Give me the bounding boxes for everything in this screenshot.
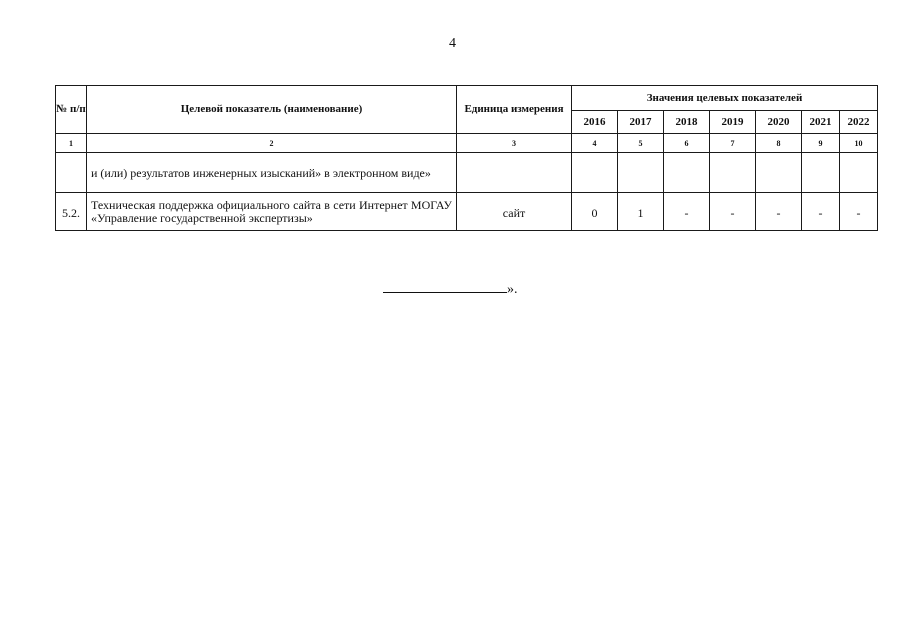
signature-underline <box>383 280 507 293</box>
page-number: 4 <box>449 36 456 51</box>
column-index: 1 <box>56 134 87 153</box>
column-index: 5 <box>618 134 664 153</box>
row-value-2019 <box>710 153 756 193</box>
row-value-2020: - <box>756 193 802 231</box>
column-index: 8 <box>756 134 802 153</box>
row-num: 5.2. <box>56 193 87 231</box>
header-year-2019: 2019 <box>710 111 756 134</box>
row-value-2017: 1 <box>618 193 664 231</box>
row-unit <box>457 153 572 193</box>
row-value-2019: - <box>710 193 756 231</box>
target-indicators-table <box>55 85 878 231</box>
header-unit: Единица измерения <box>457 86 572 134</box>
header-year-2022: 2022 <box>840 111 878 134</box>
column-index: 10 <box>840 134 878 153</box>
table-row <box>56 153 878 193</box>
row-value-2018 <box>664 153 710 193</box>
row-value-2020 <box>756 153 802 193</box>
header-year-2021: 2021 <box>802 111 840 134</box>
column-index-row <box>56 134 878 153</box>
closing-quote-mark: ». <box>507 282 518 297</box>
header-num: № п/п <box>56 86 87 134</box>
row-indicator: Техническая поддержка официального сайта в сети Интернет МОГАУ «Управление государственной экспертизы» <box>87 193 457 231</box>
row-num <box>56 153 87 193</box>
header-year-2017: 2017 <box>618 111 664 134</box>
header-indicator: Целевой показатель (наименование) <box>87 86 457 134</box>
row-value-2016 <box>572 153 618 193</box>
row-value-2018: - <box>664 193 710 231</box>
table-row <box>56 193 878 231</box>
header-values-group: Значения целевых показателей <box>572 86 878 111</box>
column-index: 2 <box>87 134 457 153</box>
row-value-2022: - <box>840 193 878 231</box>
row-value-2022 <box>840 153 878 193</box>
closing-line <box>383 280 518 298</box>
column-index: 6 <box>664 134 710 153</box>
header-year-2018: 2018 <box>664 111 710 134</box>
row-indicator: и (или) результатов инженерных изысканий» в электронном виде» <box>87 153 457 193</box>
row-value-2016: 0 <box>572 193 618 231</box>
column-index: 7 <box>710 134 756 153</box>
header-year-2016: 2016 <box>572 111 618 134</box>
column-index: 4 <box>572 134 618 153</box>
column-index: 3 <box>457 134 572 153</box>
column-index: 9 <box>802 134 840 153</box>
header-year-2020: 2020 <box>756 111 802 134</box>
row-unit: сайт <box>457 193 572 231</box>
row-value-2021: - <box>802 193 840 231</box>
row-value-2021 <box>802 153 840 193</box>
row-value-2017 <box>618 153 664 193</box>
